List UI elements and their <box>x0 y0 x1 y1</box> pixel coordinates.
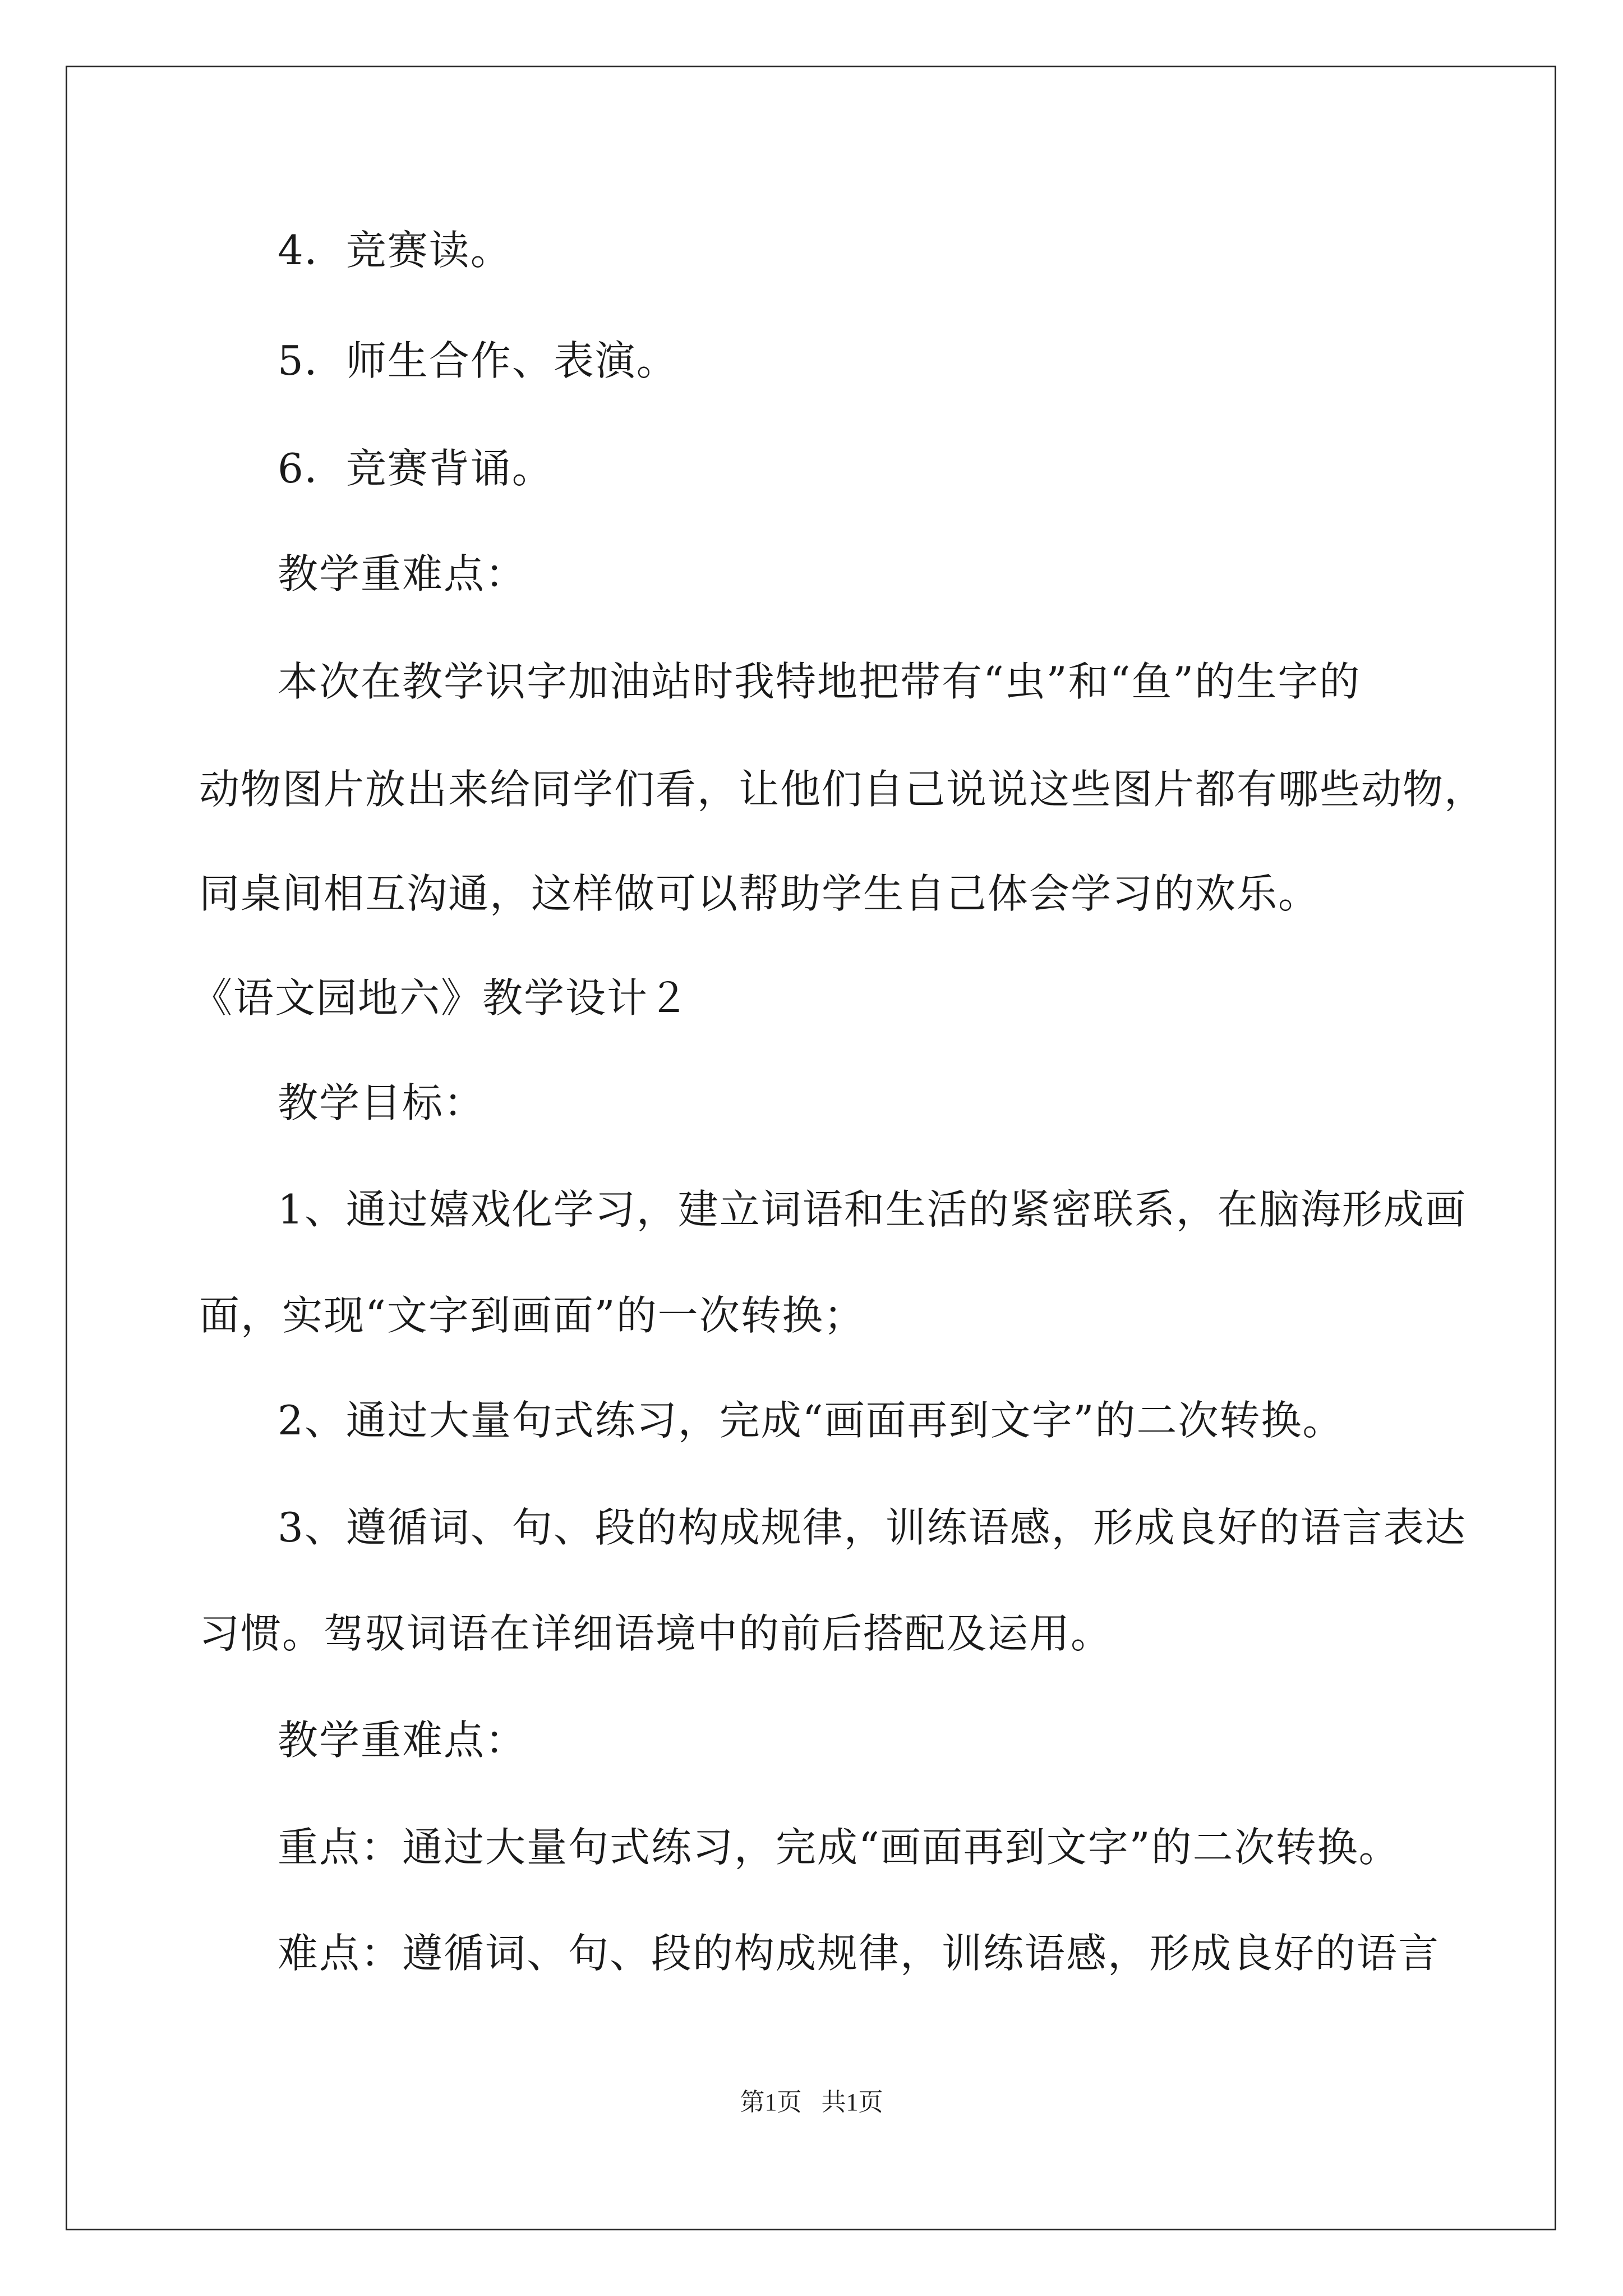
page-total: 共1页 <box>821 2088 883 2116</box>
paragraph-line: 动物图片放出来给同学们看，让他们自己说说这些图片都有哪些动物， <box>199 766 1486 813</box>
paragraph-line: 面，实现“文字到画面”的一次转换； <box>199 1292 865 1339</box>
paragraph-line: 2、通过大量句式练习，完成“画面再到文字”的二次转换。 <box>278 1397 1344 1444</box>
page-border <box>66 66 1556 2230</box>
list-item: 4．竞赛读。 <box>278 227 512 274</box>
paragraph-line: 1、通过嬉戏化学习，建立词语和生活的紧密联系，在脑海形成画 <box>278 1186 1467 1233</box>
paragraph-line: 重点：通过大量句式练习，完成“画面再到文字”的二次转换。 <box>278 1824 1400 1871</box>
list-item: 5．师生合作、表演。 <box>278 337 678 384</box>
paragraph-line: 3、遵循词、句、段的构成规律，训练语感，形成良好的语言表达 <box>278 1504 1467 1551</box>
paragraph-line: 习惯。驾驭词语在详细语境中的前后搭配及运用。 <box>199 1610 1113 1657</box>
paragraph-line: 本次在教学识字加油站时我特地把带有“虫”和“鱼”的生字的 <box>278 658 1361 705</box>
document-title: 《语文园地六》教学设计２ <box>192 974 690 1022</box>
section-heading: 教学重难点： <box>278 1717 527 1764</box>
list-item: 6．竞赛背诵。 <box>278 445 554 492</box>
section-heading: 教学目标： <box>278 1079 486 1126</box>
page-number: 第1页 <box>740 2088 802 2116</box>
paragraph-line: 同桌间相互沟通，这样做可以帮助学生自己体会学习的欢乐。 <box>199 870 1320 917</box>
paragraph-line: 难点：遵循词、句、段的构成规律，训练语感，形成良好的语言 <box>278 1930 1440 1977</box>
section-heading: 教学重难点： <box>278 550 527 597</box>
page-footer <box>0 2086 1623 2119</box>
